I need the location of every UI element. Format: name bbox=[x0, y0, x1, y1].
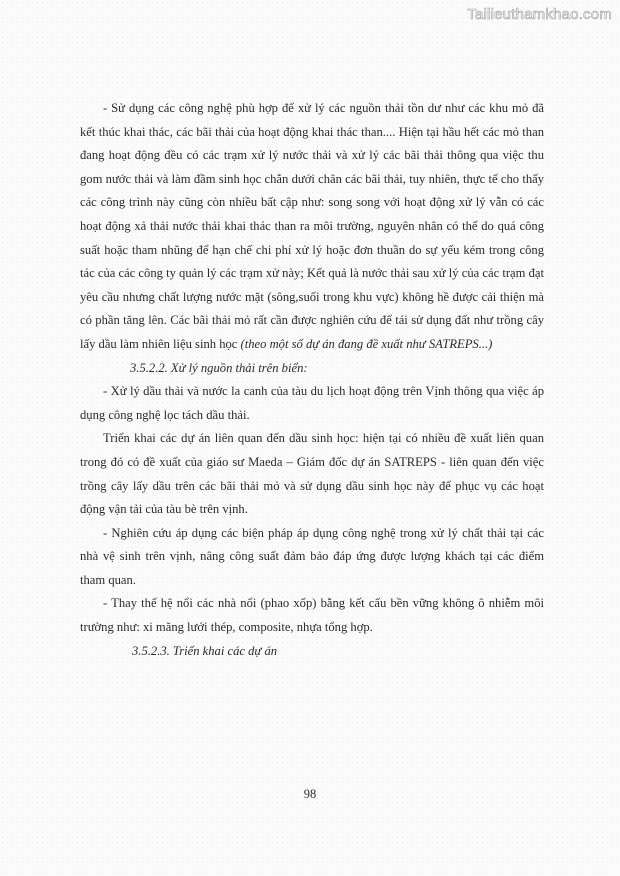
paragraph-oil-waste: - Xử lý dầu thải và nước la canh của tàu du lịch hoạt động trên Vịnh thông qua việc áp dụng công nghệ lọc tách dầu thải. bbox=[80, 384, 544, 422]
paragraph-bio-oil-projects: Triển khai các dự án liên quan đến dầu sinh học: hiện tại có nhiều đề xuất liên quan trong đó có đề xuất của giáo sư Maeda – Giám đốc dự án SATREPS - liên quan đến việc trồng cây lấy dầu trên các bãi thải mỏ và sử dụng dầu sinh học này để phục vụ các hoạt động vận tải của tàu bè trên vịnh. bbox=[80, 431, 544, 517]
watermark: Tailieuthamkhao.com bbox=[467, 6, 612, 23]
document-body bbox=[80, 97, 544, 663]
page-number: 98 bbox=[303, 787, 317, 801]
paragraph-text: - Sử dụng các công nghệ phù hợp để xử lý các nguồn thải tồn dư như các khu mỏ đã kết thúc khai thác, các bãi thải của hoạt động khai thác than.... Hiện tại hầu hết các mỏ than đang hoạt động đều có các trạm xử lý nước thải và xử lý các bãi thải thông qua việc thu gom nước thải và làm đầm sinh học chắn dưới chân các bãi thải, tuy nhiên, thực tế cho thấy các công trình này cũng còn nhiều bất cập như: song song với hoạt động xử lý vẫn có các hoạt động xả thải nước thải khai thác than ra môi trường, nguyên nhân có thể do quá công suất hoặc tham nhũng để hạn chế chi phí xử lý hoặc đơn thuần do sự yếu kém trong công tác của các công ty quản lý các trạm xử này; Kết quả là nước thải sau xử lý của các trạm đạt yêu cầu nhưng chất lượng nước mặt (sông,suối trong khu vực) không hề được cải thiện mà có phần tăng lên. Các bãi thải mỏ rất cần được nghiên cứu để tái sử dụng đất như trồng cây lấy dầu làm nhiên liệu sinh học bbox=[80, 101, 544, 351]
paragraph-waste-treatment bbox=[80, 97, 544, 357]
paragraph-floating-houses: - Thay thế hệ nổi các nhà nổi (phao xốp) bằng kết cấu bền vững không ô nhiễm môi trường như: xi măng lưới thép, composite, nhựa tổng hợp. bbox=[80, 596, 544, 635]
section-heading-3-5-2-3: 3.5.2.3. Triển khai các dự án bbox=[132, 643, 278, 658]
paragraph-italic-note: (theo một số dự án đang đề xuất như SATREPS...) bbox=[237, 336, 493, 351]
section-heading-3-5-2-2: 3.5.2.2. Xử lý nguồn thải trên biển: bbox=[130, 360, 308, 375]
paragraph-toilet-waste: - Nghiên cứu áp dụng các biện pháp áp dụng công nghệ trong xử lý chất thải tại các nhà vệ sinh trên vịnh, nâng công suất đảm bảo đáp ứng được lượng khách tại các điểm tham quan. bbox=[80, 525, 544, 587]
